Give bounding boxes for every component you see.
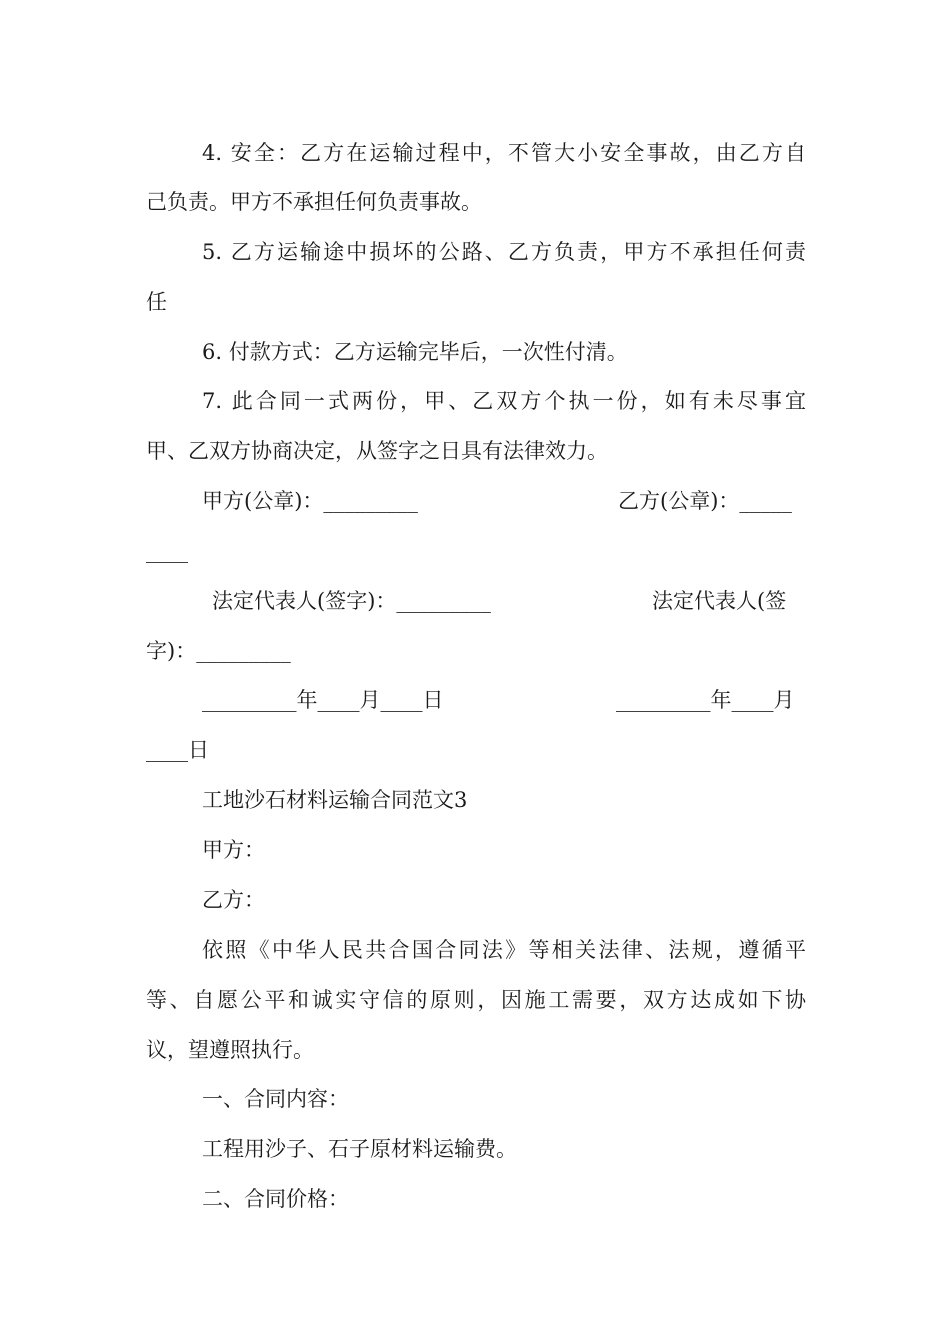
- clause-4-line-2: 己负责。甲方不承担任何负责事故。: [146, 190, 482, 214]
- clause-4-line-1: 4. 安全：乙方在运输过程中，不管大小安全事故，由乙方自: [202, 141, 806, 165]
- intro-line-1: 依照《中华人民共合国合同法》等相关法律、法规，遵循平: [202, 938, 806, 962]
- party-b-seal-cont: ____: [146, 539, 188, 563]
- section-1-title: 一、合同内容：: [202, 1087, 349, 1111]
- intro-line-3: 议，望遵照执行。: [146, 1038, 314, 1062]
- party-b-seal: 乙方(公章)：_____: [618, 489, 792, 513]
- date-b: _________年____月: [616, 688, 795, 712]
- contract-3-party-b: 乙方：: [202, 888, 265, 912]
- clause-7-line-1: 7. 此合同一式两份，甲、乙双方个执一份，如有未尽事宜: [202, 389, 806, 413]
- clause-7-line-2: 甲、乙双方协商决定，从签字之日具有法律效力。: [146, 439, 608, 463]
- clause-5-line-2: 任: [146, 290, 167, 314]
- section-1-body: 工程用沙子、石子原材料运输费。: [202, 1137, 517, 1161]
- rep-b-signature-cont: 字)：_________: [146, 639, 291, 663]
- contract-3-title: 工地沙石材料运输合同范文3: [202, 788, 468, 812]
- party-a-seal: 甲方(公章)：_________: [202, 489, 418, 513]
- contract-3-party-a: 甲方：: [202, 838, 265, 862]
- clause-6: 6. 付款方式：乙方运输完毕后，一次性付清。: [202, 340, 628, 364]
- clause-5-line-1: 5. 乙方运输途中损坏的公路、乙方负责，甲方不承担任何责: [202, 240, 806, 264]
- date-b-cont: ____日: [146, 738, 209, 762]
- date-a: _________年____月____日: [202, 688, 444, 712]
- rep-b-signature: 法定代表人(签: [652, 589, 787, 613]
- section-2-title: 二、合同价格：: [202, 1187, 349, 1211]
- intro-line-2: 等、自愿公平和诚实守信的原则，因施工需要，双方达成如下协: [146, 988, 806, 1012]
- rep-a-signature: 法定代表人(签字)：_________: [212, 589, 491, 613]
